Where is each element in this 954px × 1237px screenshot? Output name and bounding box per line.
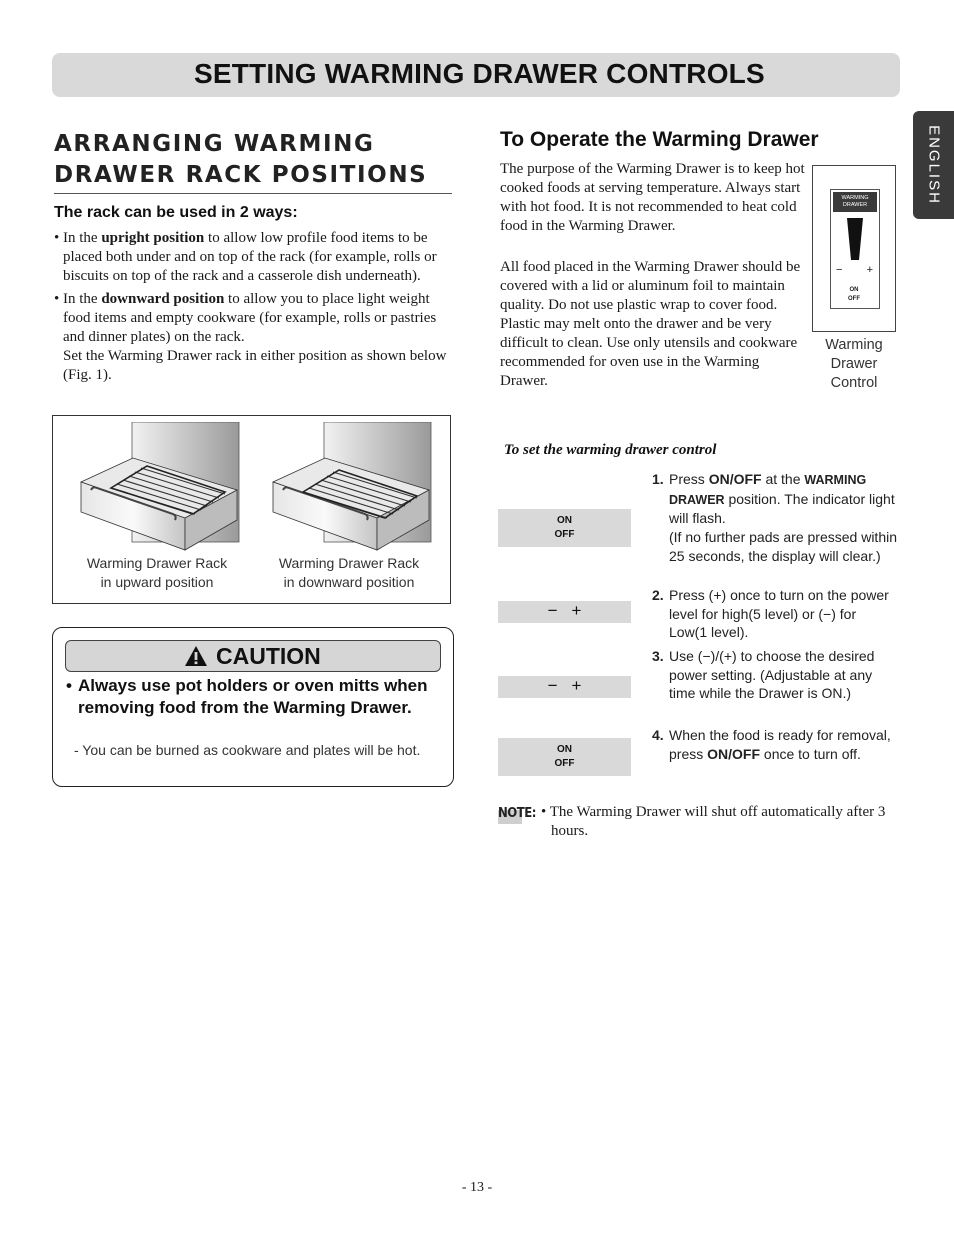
caption-downward-line1: Warming Drawer Rack: [278, 555, 420, 571]
set-control-heading: To set the warming drawer control: [504, 442, 717, 458]
control-caption-line2: Drawer: [830, 356, 878, 372]
control-figure: [812, 165, 896, 332]
section-title: [54, 129, 452, 194]
bullet-upright-prefix: In the: [63, 230, 102, 246]
step-1-text-e: position. The indicator light will flash.: [669, 490, 895, 527]
step-4-number: 4.: [652, 727, 664, 743]
caution-bullet-text: Always use pot holders or oven mitts when removing food from the Warming Drawer.: [78, 676, 428, 717]
title-banner: [52, 53, 900, 97]
bullet-downward: [54, 290, 450, 347]
minus-plus-panel-2[interactable]: [498, 676, 631, 698]
step-2-text: Press (+) once to turn on the power level for high(5 level) or (−) for Low(1 level).: [669, 587, 889, 641]
caution-bullet-dot: •: [66, 676, 72, 695]
step-1-text-c: at the: [761, 471, 805, 487]
minus-pad-icon[interactable]: −: [547, 676, 572, 695]
note-label: NOTE:: [498, 806, 536, 821]
step-3: [652, 647, 898, 703]
caption-upward: [67, 554, 247, 592]
rack-subheading: The rack can be used in 2 ways:: [54, 204, 298, 221]
control-onoff-label: [831, 286, 877, 304]
indicator-light-icon: [845, 218, 865, 260]
step-1-text-a: Press: [669, 471, 709, 487]
language-tab-label: ENGLISH: [925, 125, 942, 205]
step-1-note: (If no further pads are pressed within 25 seconds, the display will clear.): [669, 529, 898, 564]
step-1-number: 1.: [652, 471, 664, 487]
control-off-label: OFF: [848, 296, 860, 302]
control-minus-plus: [836, 264, 876, 276]
off-pad-label: OFF: [554, 758, 575, 769]
drawer-downward-illustration: [269, 422, 434, 552]
onoff-panel-2[interactable]: [498, 738, 631, 776]
control-label-plate: [833, 192, 877, 212]
control-on-label: ON: [849, 287, 859, 293]
step-3-number: 3.: [652, 648, 664, 664]
note-text: • The Warming Drawer will shut off automatically after 3 hours.: [541, 804, 886, 839]
bullet-upright-text: to allow low profile food items to be placed both under and on top of the rack (for example, rolls or biscuits on top of the rack and a casserole dish underneath).: [63, 230, 437, 284]
step-1-text: [669, 470, 898, 566]
plus-pad-icon[interactable]: +: [571, 676, 596, 695]
caution-header: [65, 640, 441, 672]
control-minus-icon: −: [836, 264, 843, 276]
off-pad-label: OFF: [554, 529, 575, 540]
step-1-warming-drawer: WARMING DRAWER: [669, 473, 867, 507]
warning-triangle-icon: [184, 645, 208, 667]
minus-plus-pads: [498, 601, 631, 620]
rack-usage-list: [54, 229, 450, 385]
rack-figure-box: [52, 415, 451, 604]
step-4: [652, 726, 898, 763]
bullet-downward-prefix: In the: [63, 291, 102, 307]
minus-pad-icon[interactable]: −: [547, 601, 572, 620]
control-plus-icon: +: [866, 264, 873, 276]
bullet-continued-text: Set the Warming Drawer rack in either position as shown below (Fig. 1).: [63, 348, 447, 383]
minus-plus-panel-1[interactable]: [498, 601, 631, 623]
on-pad-label: ON: [557, 515, 572, 526]
control-label-line2: DRAWER: [842, 202, 868, 208]
bullet-upright: [54, 229, 450, 286]
operate-title: To Operate the Warming Drawer: [500, 128, 819, 151]
step-1: [652, 470, 898, 566]
caption-upward-line1: Warming Drawer Rack: [86, 555, 228, 571]
step-4-text-c: once to turn off.: [760, 745, 861, 762]
control-panel-illustration: [830, 189, 880, 309]
operate-para2: All food placed in the Warming Drawer should be covered with a lid or aluminum foil to maintain quality. Do not use plastic wrap to cover food. Plastic may melt onto the drawer and be very difficult to clean. Use only utensils and cookware recommended for oven use in the Warming Drawer.: [500, 259, 801, 389]
plus-pad-icon[interactable]: +: [571, 601, 596, 620]
bullet-downward-bold: downward position: [101, 291, 225, 307]
control-figure-caption: [812, 336, 896, 393]
caption-downward-line2: in downward position: [283, 574, 415, 590]
bullet-dot: •: [54, 291, 60, 307]
step-2: [652, 586, 898, 642]
minus-plus-pads: [498, 676, 631, 695]
bullet-upright-bold: upright position: [101, 230, 205, 246]
page-title: SETTING WARMING DRAWER CONTROLS: [194, 58, 765, 89]
caution-detail: - You can be burned as cookware and plates will be hot.: [74, 742, 421, 758]
caption-upward-line2: in upward position: [100, 574, 214, 590]
section-title-line1: ARRANGING WARMING: [54, 131, 375, 157]
step-2-number: 2.: [652, 587, 664, 603]
step-4-text: [669, 726, 898, 763]
drawer-upward-illustration: [77, 422, 242, 552]
caution-bullet: [66, 675, 440, 719]
page-number: - 13 -: [461, 1180, 493, 1195]
step-3-text: Use (−)/(+) to choose the desired power setting. (Adjustable at any time while the Drawer is ON.): [669, 648, 875, 702]
step-4-onoff: ON/OFF: [707, 745, 761, 762]
caption-downward: [259, 554, 439, 592]
bullet-downward-text: to allow you to place light weight food items and empty cookware (for example, rolls or pastries and dinner plates) on the rack.: [63, 291, 437, 345]
onoff-panel-1[interactable]: [498, 509, 631, 547]
control-caption-line3: Control: [830, 375, 878, 391]
on-pad-label: ON: [557, 744, 572, 755]
step-4-text-a: When the food is ready for removal, press: [669, 727, 891, 762]
step-1-onoff: ON/OFF: [708, 471, 762, 487]
control-label-line1: WARMING: [841, 195, 869, 201]
operate-para1: The purpose of the Warming Drawer is to keep hot cooked foods at serving temperature. Always start with hot food. It is not recommended to heat cold food in the Warming Drawer.: [500, 161, 805, 234]
section-title-line2: DRAWER RACK POSITIONS: [54, 162, 428, 188]
control-caption-line1: Warming: [825, 337, 883, 353]
caution-label: CAUTION: [216, 643, 321, 669]
bullet-downward-continued: [54, 347, 450, 385]
language-tab: [913, 111, 954, 219]
bullet-dot: •: [54, 230, 60, 246]
